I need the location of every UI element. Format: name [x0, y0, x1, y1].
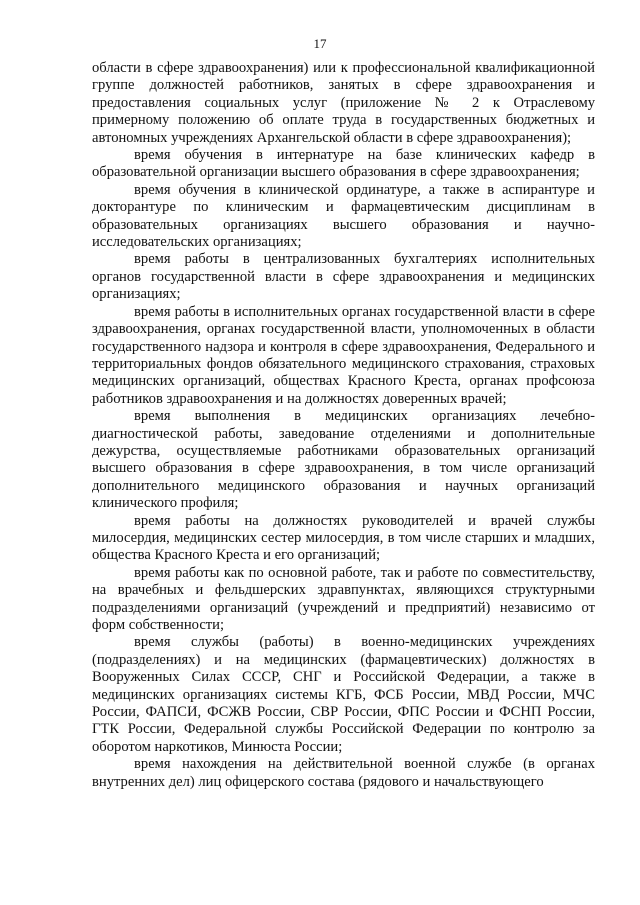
paragraph: время нахождения на действительной военной службе (в органах внутренних дел) лиц офицерского состава (рядового и начальствующего	[92, 756, 595, 790]
paragraph: время обучения в клинической ординатуре, а также в аспирантуре и докторантуре по клиническим и фармацевтическим дисциплинам в образовательных организациях высшего образования и научно-исследовательских организациях;	[92, 181, 595, 251]
paragraph: время работы на должностях руководителей и врачей службы милосердия, медицинских сестер милосердия, в том числе старших и младших, общества Красного Креста и его организаций;	[92, 512, 595, 564]
document-body	[92, 60, 595, 791]
paragraph: области в сфере здравоохранения) или к профессиональной квалификационной группе должностей работников, занятых в сфере здравоохранения и предоставления социальных услуг (приложение № 2 к Отраслевому примерному положению об оплате труда в государственных бюджетных и автономных учреждениях Архангельской области в сфере здравоохранения);	[92, 60, 595, 146]
paragraph: время обучения в интернатуре на базе клинических кафедр в образовательной организации высшего образования в сфере здравоохранения;	[92, 147, 595, 181]
paragraph: время выполнения в медицинских организациях лечебно-диагностической работы, заведование отделениями и дополнительные дежурства, осуществляемые работниками образовательных организаций высшего образования в сфере здравоохранения, в том числе организаций дополнительного медицинского образования и научных организаций клинического профиля;	[92, 408, 595, 512]
paragraph: время работы в централизованных бухгалтериях исполнительных органов государственной власти в сфере здравоохранения и медицинских организациях;	[92, 251, 595, 303]
page-number: 17	[313, 36, 327, 51]
paragraph: время службы (работы) в военно-медицинских учреждениях (подразделениях) и на медицинских (фармацевтических) должностях в Вооруженных Силах СССР, СНГ и Российской Федерации, а также в медицинских организациях системы КГБ, ФСБ России, МВД России, МЧС России, ФАПСИ, ФСЖВ России, СВР России, ФПС России и ФСНП России, ГТК России, Федеральной службы Российской Федерации по контролю за оборотом наркотиков, Минюста России;	[92, 634, 595, 755]
paragraph: время работы в исполнительных органах государственной власти в сфере здравоохранения, органах государственной власти, уполномоченных в области государственного надзора и контроля в сфере здравоохранения, Федерального и территориальных фондов обязательного медицинского страхования, страховых медицинских организаций, обществах Красного Креста, органах профсоюза работников здравоохранения и на должностях доверенных врачей;	[92, 303, 595, 407]
paragraph: время работы как по основной работе, так и работе по совместительству, на врачебных и фельдшерских здравпунктах, являющихся структурными подразделениями организаций (учреждений и предприятий) независимо от форм собственности;	[92, 564, 595, 633]
